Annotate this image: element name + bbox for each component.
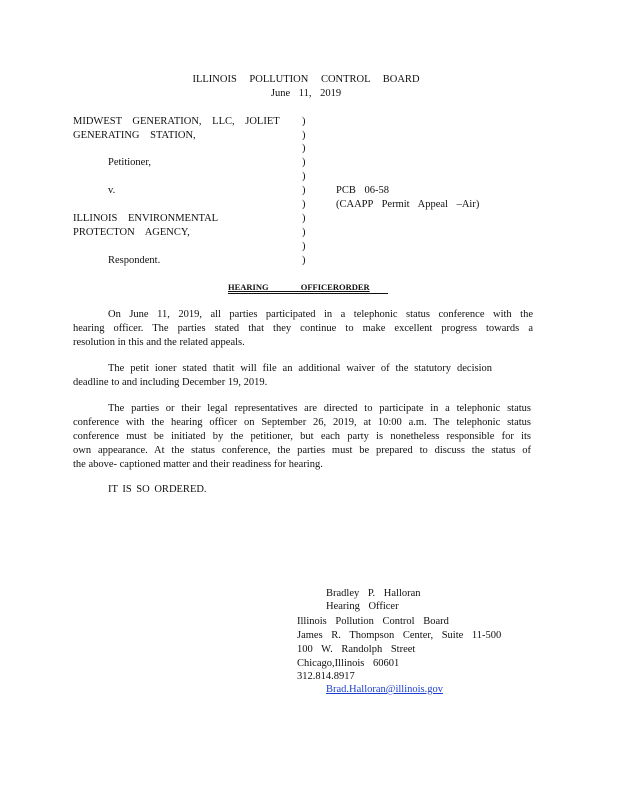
order-paragraph: [73, 402, 531, 472]
paragraph-line: conference with the hearing officer on September 26, 2019, at 10:00 a.m. The telephonic status: [73, 417, 531, 428]
agency-heading: ILLINOIS POLLUTION CONTROL BOARD: [192, 74, 420, 85]
caption-paren: ): [302, 143, 306, 154]
signer-city: Chicago,Illinois 60601: [297, 658, 400, 669]
respondent-name-line1: ILLINOIS ENVIRONMENTAL: [73, 213, 219, 224]
closing-statement: IT IS SO ORDERED.: [108, 484, 207, 495]
paragraph-line: The petit ioner stated thatit will file an additional waiver of the statutory decision: [108, 363, 492, 374]
caption-paren: ): [302, 213, 306, 224]
respondent-name-line2: PROTECTON AGENCY,: [73, 227, 190, 238]
signer-name: Bradley P. Halloran: [326, 588, 421, 599]
signer-phone: 312.814.8917: [297, 671, 355, 682]
paragraph-line: conference must be initiated by the petitioner, but each party is nonetheless responsible for its: [73, 431, 531, 442]
paragraph-line: The parties or their legal representatives are directed to participate in a telephonic status: [108, 403, 531, 414]
petitioner-name-line1: MIDWEST GENERATION, LLC, JOLIET: [73, 116, 280, 127]
signer-email-link[interactable]: Brad.Halloran@illinois.gov: [326, 684, 443, 695]
paragraph-line: own appearance. At the status conference, the parties must be prepared to discuss the status of: [73, 445, 531, 456]
order-paragraph: [73, 362, 533, 390]
respondent-role: Respondent.: [108, 255, 161, 266]
order-title: HEARING OFFICERORDER: [228, 282, 370, 292]
paragraph-line: the above- captioned matter and their readiness for hearing.: [73, 459, 323, 470]
document-date: June 11, 2019: [270, 88, 342, 99]
signer-street: 100 W. Randolph Street: [297, 644, 416, 655]
caption-paren: ): [302, 130, 306, 141]
versus-label: v.: [108, 185, 116, 196]
caption-paren: ): [302, 255, 306, 266]
caption-paren: ): [302, 171, 306, 182]
signer-board: Illinois Pollution Control Board: [297, 616, 449, 627]
order-paragraph: [73, 308, 533, 350]
paragraph-line: hearing officer. The parties stated that they continue to make excellent progress towards a: [73, 323, 533, 334]
paragraph-line: On June 11, 2019, all parties participated in a telephonic status conference with the: [108, 309, 533, 320]
petitioner-role: Petitioner,: [108, 157, 152, 168]
order-title-rule: [228, 293, 388, 294]
case-number: PCB 06-58: [336, 185, 389, 196]
caption-paren: ): [302, 157, 306, 168]
signer-title: Hearing Officer: [326, 601, 399, 612]
caption-paren: ): [302, 227, 306, 238]
caption-paren: ): [302, 199, 306, 210]
caption-paren: ): [302, 241, 306, 252]
caption-paren: ): [302, 116, 306, 127]
petitioner-name-line2: GENERATING STATION,: [73, 130, 196, 141]
caption-paren: ): [302, 185, 306, 196]
case-type: (CAAPP Permit Appeal –Air): [336, 199, 480, 210]
paragraph-line: resolution in this and the related appeals.: [73, 337, 245, 348]
paragraph-line: deadline to and including December 19, 2019.: [73, 377, 268, 388]
signer-building: James R. Thompson Center, Suite 11-500: [297, 630, 502, 641]
